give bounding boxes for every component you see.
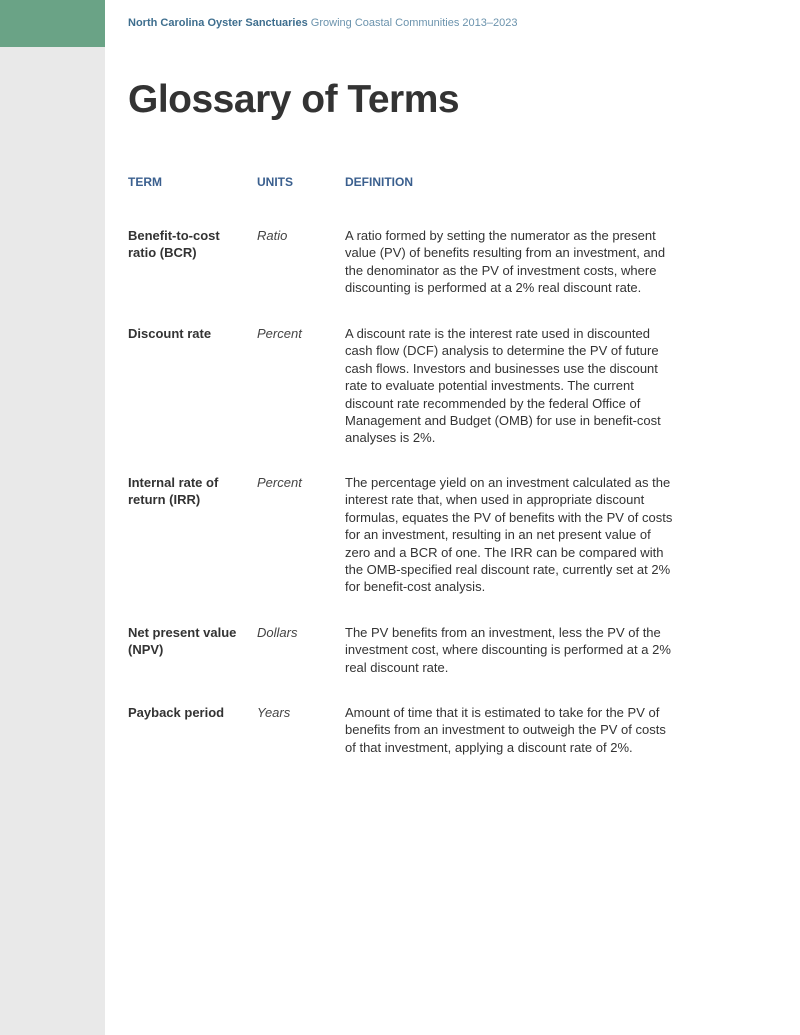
- glossary-term: Internal rate of return (IRR): [128, 475, 219, 508]
- glossary-units: Ratio: [257, 228, 288, 243]
- glossary-units: Percent: [257, 475, 302, 490]
- header-color-block: [0, 0, 105, 47]
- glossary-definition: A ratio formed by setting the numerator as the present value (PV) of benefits resulting from an investment, and the denominator as the PV of investment costs, where discounting is performed at a 2% real discount rate.: [345, 228, 666, 296]
- glossary-definition: A discount rate is the interest rate used in discounted cash flow (DCF) analysis to determine the PV of future cash flows. Investors and businesses use the discount rate to evaluate potential investments. The current discount rate recommended by the federal Office of Management and Budget (OMB) for use in benefit-cost analyses is 2%.: [345, 326, 661, 446]
- glossary-term: Payback period: [128, 705, 225, 720]
- glossary-definition: The percentage yield on an investment calculated as the interest rate that, when used in appropriate discount formulas, equates the PV of benefits with the PV of costs for an investment, resulting in an net present value of zero and a BCR of one. The IRR can be compared with the OMB-specified real discount rate, currently set at 2% for benefit-cost analysis.: [345, 475, 673, 595]
- column-header-term: TERM: [128, 175, 162, 189]
- header-subtitle: Growing Coastal Communities 2013–2023: [310, 17, 518, 29]
- side-margin-strip: [0, 0, 105, 1035]
- glossary-definition: Amount of time that it is estimated to take for the PV of benefits from an investment to outweigh the PV of costs of that investment, applying a discount rate of 2%.: [345, 705, 666, 755]
- glossary-units: Years: [257, 705, 291, 720]
- glossary-definition: The PV benefits from an investment, less the PV of the investment cost, where discounting is performed at a 2% real discount rate.: [345, 625, 671, 675]
- glossary-term: Discount rate: [128, 326, 212, 341]
- running-header: [128, 17, 517, 29]
- glossary-units: Dollars: [257, 625, 298, 640]
- column-header-definition: DEFINITION: [345, 175, 413, 189]
- glossary-term: Net present value (NPV): [128, 625, 237, 658]
- page-title: Glossary of Terms: [128, 78, 460, 121]
- header-brand: North Carolina Oyster Sanctuaries: [128, 17, 308, 29]
- column-header-units: UNITS: [257, 175, 293, 189]
- glossary-term: Benefit-to-cost ratio (BCR): [128, 228, 220, 261]
- glossary-units: Percent: [257, 326, 302, 341]
